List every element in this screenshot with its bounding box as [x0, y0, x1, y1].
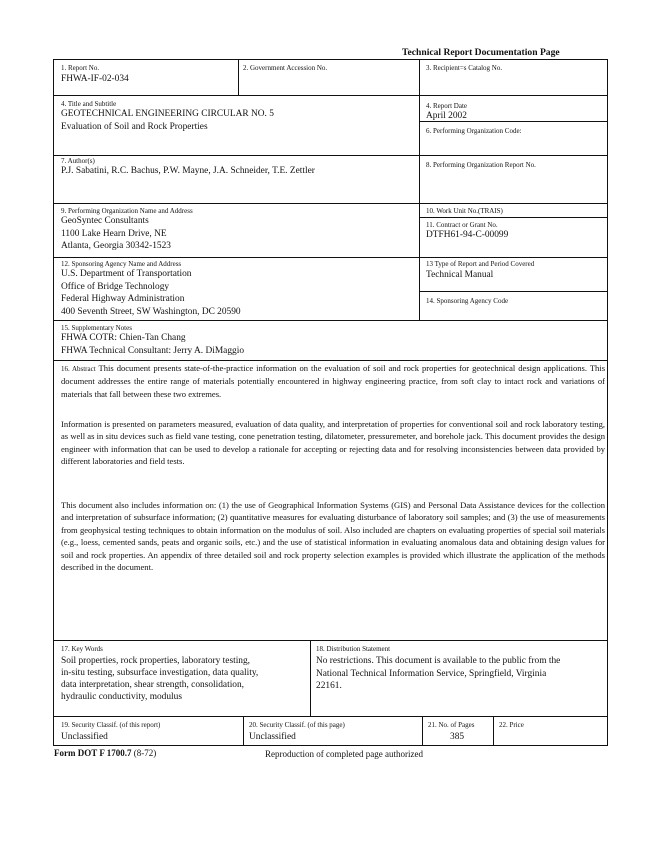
key-words-line-2: in-situ testing, subsurface investigation, data quality, [61, 668, 259, 678]
distribution-line-3: 22161. [316, 681, 342, 691]
supplementary-label: 15. Supplementary Notes [61, 324, 132, 332]
abstract-paragraph-1: 16. Abstract This document presents state-of-the-practice information on the evaluation of soil and rock properties for geotechnical design applications. This document addresses the entire range of materials potentially encountered in highway engineering practice, from soft clay to intact rock and variations of materials that fall between these two extremes. [61, 363, 606, 399]
security-report-value: Unclassified [61, 732, 108, 742]
price-label: 22. Price [499, 721, 524, 729]
report-date-label: 4. Report Date [426, 102, 468, 110]
contract-value: DTFH61-94-C-00099 [426, 230, 509, 240]
supplementary-line-1: FHWA COTR: Chien-Tan Chang [61, 333, 186, 343]
sponsoring-line-2: Office of Bridge Technology [61, 282, 170, 292]
form-id: Form DOT F 1700.7 (8-72) [54, 748, 157, 758]
title-line-2: Evaluation of Soil and Rock Properties [61, 122, 208, 132]
sponsoring-agency-label: 12. Sponsoring Agency Name and Address [61, 260, 182, 268]
page-title: Technical Report Documentation Page [402, 47, 560, 58]
distribution-line-2: National Technical Information Service, Springfield, Virginia [316, 669, 547, 679]
form-revision: (8-72) [133, 748, 157, 758]
authors-label: 7. Author(s) [61, 157, 95, 165]
title-line-1: GEOTECHNICAL ENGINEERING CIRCULAR NO. 5 [61, 109, 274, 119]
recipient-catalog-label: 3. Recipient=s Catalog No. [426, 64, 503, 72]
abstract-label: 16. Abstract [61, 365, 96, 373]
report-date-value: April 2002 [426, 111, 467, 121]
abstract-paragraph-2: Information is presented on parameters measured, evaluation of data quality, and interpretation of properties for conventional soil and rock laboratory testing, as well as in situ devices such as field vane testing, cone penetration testing, dilatometer, pressuremeter, and borehole jack. This document provides the design engineer with information that can be used to develop a rationale for accepting or rejecting data and for resolving inconsistencies between data provided by different laboratories and field tests. [61, 419, 605, 467]
title-subtitle-label: 4. Title and Subtitle [61, 100, 117, 108]
num-pages-value: 385 [450, 732, 465, 742]
sponsoring-code-label: 14. Sponsoring Agency Code [426, 297, 509, 305]
gov-accession-label: 2. Government Accession No. [243, 64, 328, 72]
sponsoring-line-3: Federal Highway Administration [61, 294, 185, 304]
work-unit-label: 10. Work Unit No.(TRAIS) [426, 207, 503, 215]
authors-value: P.J. Sabatini, R.C. Bachus, P.W. Mayne, J.A. Schneider, T.E. Zettler [61, 166, 315, 176]
num-pages-label: 21. No. of Pages [428, 721, 475, 729]
sponsoring-line-1: U.S. Department of Transportation [61, 269, 192, 279]
performing-org-line-1: GeoSyntec Consultants [61, 216, 149, 226]
performing-org-label: 9. Performing Organization Name and Address [61, 207, 193, 215]
performing-org-line-2: 1100 Lake Hearn Drive, NE [61, 229, 167, 239]
security-page-value: Unclassified [249, 732, 296, 742]
report-type-label: 13 Type of Report and Period Covered [426, 260, 535, 268]
reproduction-note: Reproduction of completed page authorized [265, 749, 423, 759]
key-words-line-3: data interpretation, shear strength, consolidation, [61, 680, 245, 690]
supplementary-line-2: FHWA Technical Consultant: Jerry A. DiMaggio [61, 346, 245, 356]
key-words-line-1: Soil properties, rock properties, laboratory testing, [61, 656, 251, 666]
performing-org-report-label: 8. Performing Organization Report No. [426, 161, 536, 169]
abstract-paragraph-3: This document also includes information on: (1) the use of Geographical Information Systems (GIS) and Personal Data Assistance devices for the collection and interpretation of subsurface information; (2) quantitative measures for evaluating disturbance of laboratory soil samples; and (3) the use of measurements from geophysical testing techniques to obtain information on the modulus of soil. Also included are chapters on evaluating properties of special soil materials (e.g., loess, cemented sands, peats and organic soils, etc.) and the use of statistical information in evaluating anomalous data and obtaining design values for soil and rock properties. An appendix of three detailed soil and rock property selection examples is provided which illustrate the application of the methods described in the document. [61, 500, 605, 573]
report-no-label: 1. Report No. [61, 64, 100, 72]
performing-org-code-label: 6. Performing Organization Code: [426, 127, 522, 135]
key-words-label: 17. Key Words [61, 645, 103, 653]
key-words-line-4: hydraulic conductivity, modulus [61, 692, 182, 702]
report-no-value: FHWA-IF-02-034 [61, 74, 129, 84]
report-type-value: Technical Manual [426, 270, 494, 280]
distribution-line-1: No restrictions. This document is available to the public from the [316, 656, 561, 666]
contract-label: 11. Contract or Grant No. [426, 221, 498, 229]
security-page-label: 20. Security Classif. (of this page) [249, 721, 345, 729]
sponsoring-line-4: 400 Seventh Street, SW Washington, DC 20590 [61, 307, 241, 317]
security-report-label: 19. Security Classif. (of this report) [61, 721, 161, 729]
distribution-label: 18. Distribution Statement [316, 645, 391, 653]
performing-org-line-3: Atlanta, Georgia 30342-1523 [61, 241, 171, 251]
